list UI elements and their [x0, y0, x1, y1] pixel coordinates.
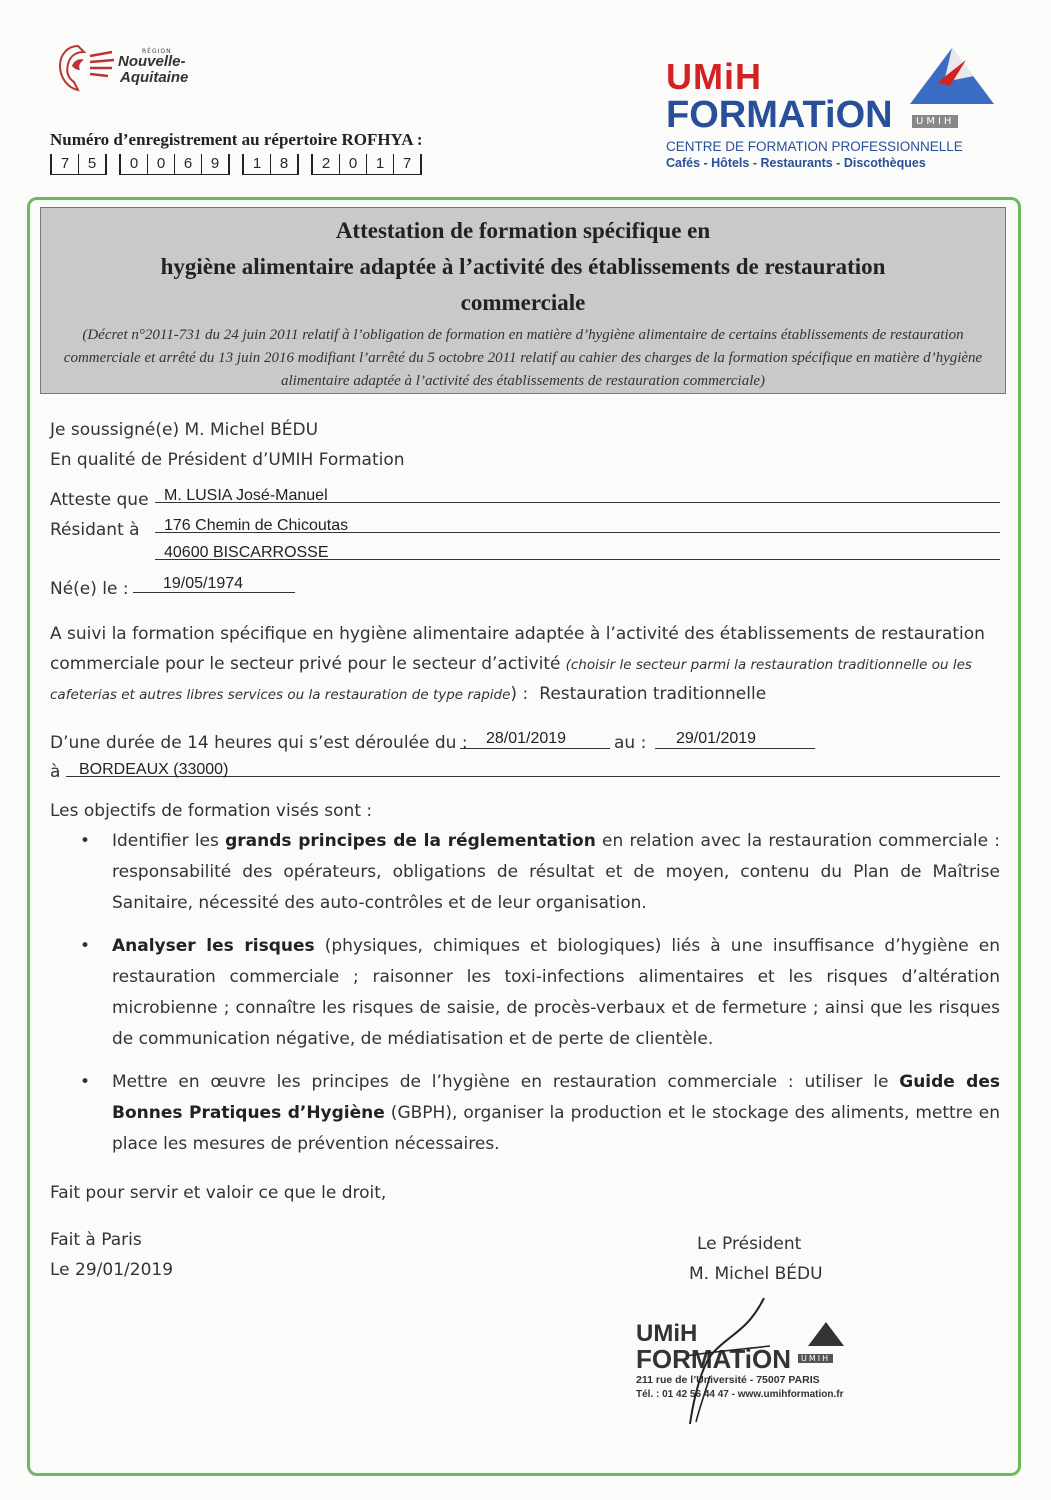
suivi-line-3: cafeterias et autres libres services ou la restauration de type rapide) : Restauration traditionnelle — [50, 684, 767, 704]
region-nouvelle-aquitaine-logo — [50, 40, 210, 100]
atteste-value: M. LUSIA José-Manuel — [164, 487, 328, 504]
fait-pour-servir: Fait pour servir et valoir ce que le droit, — [50, 1183, 387, 1203]
rofhya-number-boxes — [50, 154, 422, 175]
rofhya-digit: 0 — [340, 154, 367, 174]
rofhya-digit: 1 — [367, 154, 394, 174]
address-value-2: 40600 BISCARROSSE — [164, 544, 329, 561]
address-value-1: 176 Chemin de Chicoutas — [164, 517, 349, 534]
fait-a-paris: Fait à Paris — [50, 1230, 142, 1250]
residant-label: Résidant à — [50, 520, 140, 540]
title-box — [40, 207, 1006, 394]
lion-emblem-icon — [50, 40, 120, 98]
bullet-icon: • — [80, 936, 91, 956]
rofhya-digit: 6 — [175, 154, 202, 174]
stamp-pyramid-icon — [806, 1320, 846, 1350]
rofhya-digit: 7 — [52, 154, 79, 174]
rofhya-digit: 9 — [210, 155, 220, 172]
bullet-icon: • — [80, 1072, 91, 1092]
title-line-3: commerciale — [460, 290, 586, 315]
objectives-list — [50, 826, 1000, 1172]
rofhya-label: Numéro d’enregistrement au répertoire ROFHYA : — [50, 130, 423, 149]
birth-label: Né(e) le : — [50, 579, 129, 599]
umih-wordmark: UMiH — [666, 56, 762, 97]
president-name: M. Michel BÉDU — [689, 1264, 823, 1284]
formation-wordmark: FORMATiON — [666, 94, 893, 136]
signatory-line-1: Je soussigné(e) M. Michel BÉDU — [50, 420, 319, 440]
date-from-value: 28/01/2019 — [486, 730, 567, 747]
stamp-tel: Tél. : 01 42 56 44 47 - www.umihformation.fr — [636, 1389, 844, 1400]
rofhya-digit: 5 — [87, 155, 97, 172]
stamp-umih: UMiH — [636, 1320, 698, 1347]
region-small-label: RÉGION — [142, 48, 172, 55]
pyramid-logo-icon — [904, 46, 996, 126]
bullet-icon: • — [80, 831, 91, 851]
rofhya-digit: 1 — [244, 154, 271, 174]
au-label: au : — [614, 733, 647, 753]
decret-reference: (Décret n°2011-731 du 24 juin 2011 relatif à l’obligation de formation en matière d’hygiène alimentaire de certains établissements de restauration commerciale et arrêté du 13 juin 2016 modifiant l’arrêté du 5 octobre 2011 relatif au cahier des charges de la formation spécifique en matière d’hygiène alimentaire adaptée à l’activité des établissements de restauration commerciale) — [63, 327, 983, 389]
rofhya-digit-group — [242, 154, 299, 175]
rofhya-digit: 7 — [402, 155, 412, 172]
umih-formation-logo — [666, 46, 1006, 176]
rofhya-digit: 8 — [279, 155, 289, 172]
centre-formation-label: CENTRE DE FORMATION PROFESSIONNELLE — [666, 139, 963, 154]
a-label: à — [50, 762, 61, 782]
suivi-line-1: A suivi la formation spécifique en hygiène alimentaire adaptée à l’activité des établissements de restauration — [50, 624, 985, 644]
region-name: Nouvelle- Aquitaine — [118, 53, 189, 86]
objectives-intro: Les objectifs de formation visés sont : — [50, 801, 373, 821]
umih-tag: UMIH — [912, 115, 958, 128]
atteste-label: Atteste que — [50, 490, 149, 510]
closing-date: Le 29/01/2019 — [50, 1260, 174, 1280]
place-value: BORDEAUX (33000) — [79, 761, 229, 778]
title-line-2: hygiène alimentaire adaptée à l’activité des établissements de restauration — [160, 254, 886, 279]
sectors-label: Cafés - Hôtels - Restaurants - Discothèques — [666, 156, 926, 170]
rofhya-digit-group — [311, 154, 422, 175]
date-to-value: 29/01/2019 — [676, 730, 757, 747]
objective-item: • Analyser les risques (physiques, chimiques et biologiques) liés à une insuffisance d’hygiène en restauration commerciale ; raisonner les toxi-infections alimentaires et les risques d’altération microbienne ; connaître les risques de saisie, de procès-verbaux et de fermeture ; ainsi que les risques de communication négative, de médiatisation et de perte de clientèle. — [50, 931, 1000, 1055]
objective-item: • Identifier les grands principes de la réglementation en relation avec la restauration commerciale : responsabilité des opérateurs, obligations de résultat et de moyen, contenu du Plan de Maîtrise Sanitaire, nécessité des auto-contrôles et de leur organisation. — [50, 826, 1000, 919]
signatory-line-2: En qualité de Président d’UMIH Formation — [50, 450, 405, 470]
stamp-tag: UMIH — [798, 1354, 833, 1363]
stamp-address: 211 rue de l’Université - 75007 PARIS — [636, 1374, 820, 1386]
rofhya-digit: 0 — [148, 154, 175, 174]
duree-text: D’une durée de 14 heures qui s’est déroulée du : — [50, 733, 468, 753]
suivi-line-2: commerciale pour le secteur privé pour le secteur d’activité (choisir le secteur parmi la restauration traditionnelle ou les — [50, 654, 972, 674]
date-from-line — [460, 748, 610, 749]
title-line-1: Attestation de formation spécifique en — [335, 218, 711, 243]
date-to-line — [655, 748, 815, 749]
stamp-formation: FORMATiON — [636, 1344, 792, 1374]
sector-value: Restauration traditionnelle — [539, 684, 767, 704]
objective-item: • Mettre en œuvre les principes de l’hygiène en restauration commerciale : utiliser le Guide des Bonnes Pratiques d’Hygiène (GBPH), organiser la production et le stockage des aliments, mettre en place les mesures de prévention nécessaires. — [50, 1067, 1000, 1160]
rofhya-digit: 2 — [313, 154, 340, 174]
handwritten-signature — [650, 1296, 790, 1426]
rofhya-digit-group — [50, 154, 107, 175]
birth-value: 19/05/1974 — [163, 575, 244, 592]
president-title: Le Président — [697, 1234, 802, 1254]
rofhya-digit-group — [119, 154, 230, 175]
rofhya-digit: 0 — [121, 154, 148, 174]
